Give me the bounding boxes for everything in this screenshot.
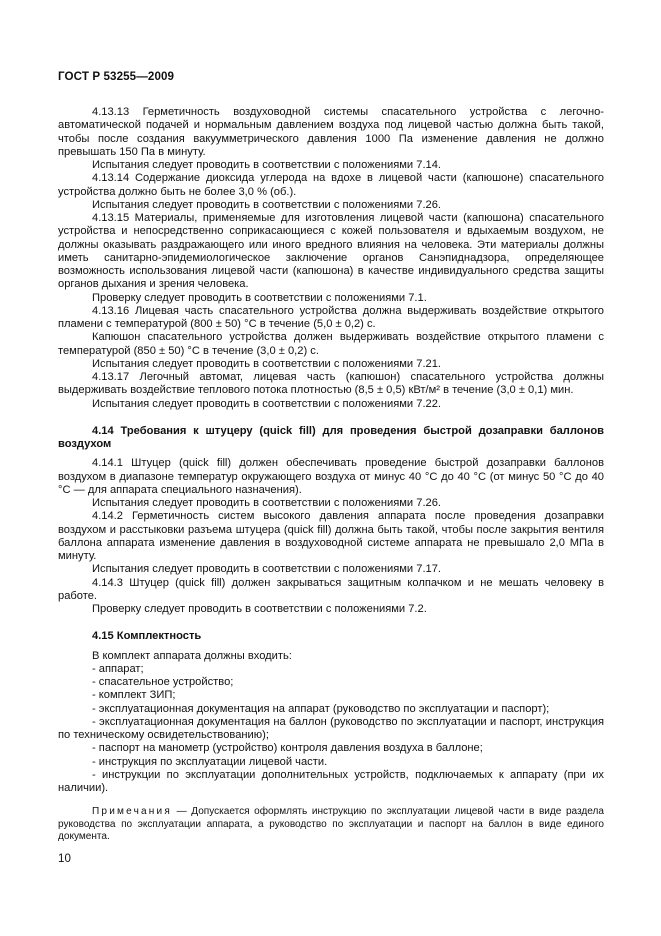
paragraph: Испытания следует проводить в соответствии с положениями 7.26. — [92, 497, 442, 509]
document-header: ГОСТ Р 53255—2009 — [58, 70, 175, 83]
list-item: - паспорт на манометр (устройство) контроля давления воздуха в баллоне; — [92, 742, 483, 755]
paragraph: Испытания следует проводить в соответствии с положениями 7.21. — [92, 357, 442, 370]
paragraph-4-13-15: 4.13.15 Материалы, применяемые для изготовления лицевой части (капюшона) спасательного устройства и непосредственно соприкасающиеся с кожей пользователя и вдыхаемым воздухом, не должны оказывать раздражающего или иного вредного влияния на человека. Эти материалы должны иметь санитарно-эпидемиологическое заключение органов Санэпиднадзора, определяющее возможность использования лицевой части (капюшона) в качестве индивидуального средства защиты органов дыхания и зрения человека. — [58, 212, 604, 291]
list-item: - эксплуатационная документация на баллон (руководство по эксплуатации и паспорт, инструкция по техническому освидетельствованию); — [58, 715, 604, 741]
paragraph: Испытания следует проводить в соответствии с положениями 7.22. — [92, 397, 442, 410]
paragraph-4-13-13: 4.13.13 Герметичность воздуховодной системы спасательного устройства с легочно-автоматической подачей и нормальным давлением воздуха под лицевой частью должна быть такой, чтобы после создания вакуумметрического давления 1000 Па изменение давления не должно превышать 150 Па в минуту. — [58, 106, 604, 158]
paragraph: Капюшон спасательного устройства должен выдерживать воздействие открытого пламени с температурой (850 ± 50) °С в течение (3,0 ± 0,2) с. — [58, 331, 604, 357]
paragraph: Проверку следует проводить в соответствии с положениями 7.1. — [92, 291, 427, 304]
note-label: Примечания — [92, 806, 173, 818]
list-item: - аппарат; — [92, 662, 144, 675]
list-item: - инструкция по эксплуатации лицевой части. — [92, 755, 328, 768]
paragraph-4-13-16: 4.13.16 Лицевая часть спасательного устройства должна выдерживать воздействие открытого пламени с температурой (800 ± 50) °С в течение (5,0 ± 0,2) с. — [58, 304, 604, 330]
note — [58, 806, 604, 843]
list-item: - комплект ЗИП; — [92, 689, 176, 702]
paragraph: В комплект аппарата должны входить: — [92, 649, 292, 662]
list-item: - инструкции по эксплуатации дополнительных устройств, подключаемых к аппарату (при их наличии). — [58, 768, 604, 794]
paragraph-4-14-2: 4.14.2 Герметичность систем высокого давления аппарата после проведения дозаправки воздухом и расстыковки разъема штуцера (quick fill) должна быть такой, чтобы после закрытия вентиля баллона аппарата изменение давления в воздуховодной системе аппарата не превышало 2,0 МПа в минуту. — [58, 510, 604, 562]
paragraph: Проверку следует проводить в соответствии с положениями 7.2. — [92, 603, 427, 615]
page-number: 10 — [58, 852, 71, 865]
paragraph-4-13-17: 4.13.17 Легочный автомат, лицевая часть (капюшон) спасательного устройства должны выдерживать воздействие теплового потока плотностью (8,5 ± 0,5) кВт/м² в течение (3,0 ± 0,1) мин. — [58, 371, 604, 397]
section-heading-4-14: 4.14 Требования к штуцеру (quick fill) для проведения быстрой дозаправки баллонов воздухом — [58, 424, 604, 450]
paragraph: Испытания следует проводить в соответствии с положениями 7.17. — [92, 563, 442, 576]
paragraph-4-14-3: 4.14.3 Штуцер (quick fill) должен закрываться защитным колпачком и не мешать человеку в работе. — [58, 576, 604, 602]
list-item: - эксплуатационная документация на аппарат (руководство по эксплуатации и паспорт); — [92, 702, 550, 715]
paragraph-4-14-1: 4.14.1 Штуцер (quick fill) должен обеспечивать проведение быстрой дозаправки баллонов воздухом в диапазоне температур окружающего воздуха от минус 40 °С до 40 °С (от минус 50 °С до 40 °С — для аппарата специального назначения). — [58, 457, 604, 496]
paragraph-4-13-14: 4.13.14 Содержание диоксида углерода на вдохе в лицевой части (капюшоне) спасательного устройства должно быть не более 3,0 % (об.). — [58, 172, 604, 198]
paragraph: Испытания следует проводить в соответствии с положениями 7.14. — [92, 159, 442, 171]
section-heading-4-15: 4.15 Комплектность — [92, 630, 202, 643]
paragraph: Испытания следует проводить в соответствии с положениями 7.26. — [92, 198, 442, 211]
list-item: - спасательное устройство; — [92, 676, 234, 688]
note-text: — Допускается оформлять инструкцию по эксплуатации лицевой части в виде раздела руководства по эксплуатации аппарата, а руководство по эксплуатации и паспорт на баллон в виде единого документа. — [58, 806, 604, 842]
document-body — [58, 106, 604, 843]
